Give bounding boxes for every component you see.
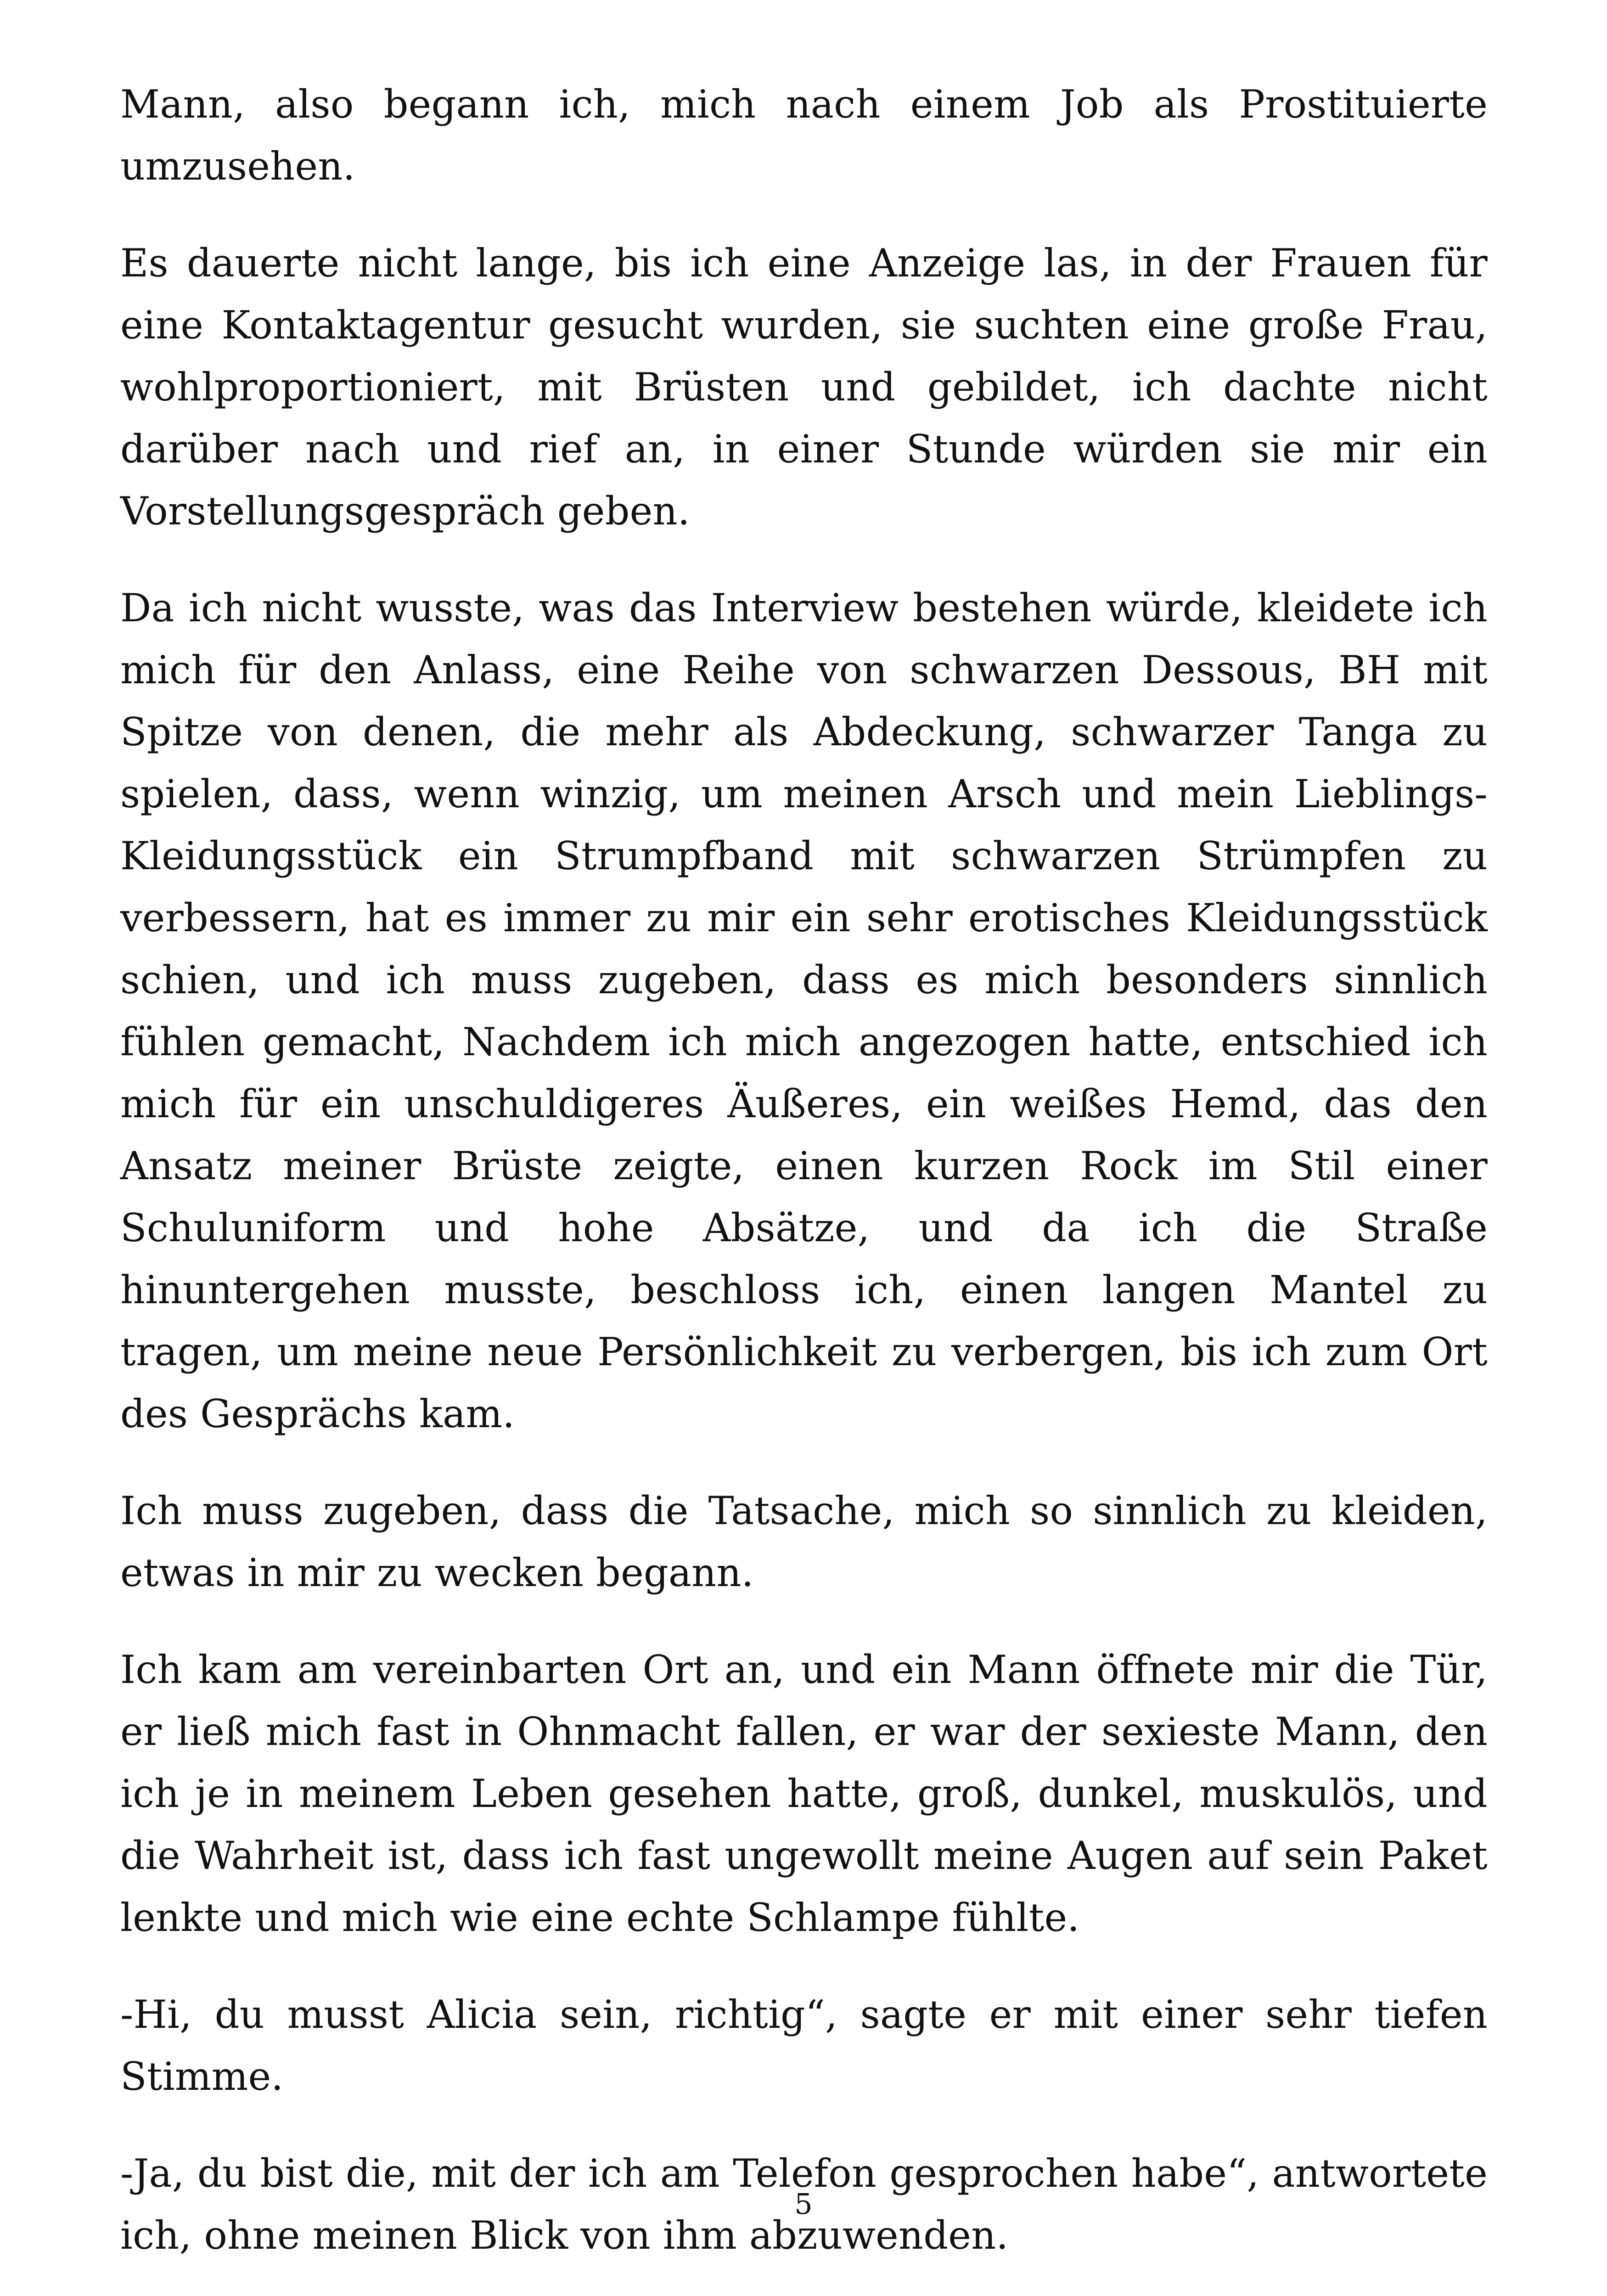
paragraph: Ich muss zugeben, dass die Tatsache, mich so sinnlich zu kleiden, etwas in mir zu wecken begann. [120, 1488, 1488, 1595]
paragraph: -Ja, du bist die, mit der ich am Telefon gesprochen habe“, antwortete ich, ohne meinen Blick von ihm abzuwenden. [120, 2151, 1488, 2258]
paragraph: Es dauerte nicht lange, bis ich eine Anzeige las, in der Frauen für eine Kontaktagentur gesucht wurden, sie suchten eine große Frau, wohlproportioniert, mit Brüsten und gebildet, ich dachte nicht darüber nach und rief an, in einer Stunde würden sie mir ein Vorstellungsgespräch geben. [120, 241, 1488, 534]
document-body [120, 73, 1488, 2296]
page-number: 5 [794, 2187, 813, 2221]
paragraph: Ich kam am vereinbarten Ort an, und ein Mann öffnete mir die Tür, er ließ mich fast in Ohnmacht fallen, er war der sexieste Mann, den ich je in meinem Leben gesehen hatte, groß, dunkel, muskulös, und die Wahrheit ist, dass ich fast ungewollt meine Augen auf sein Paket lenkte und mich wie eine echte Schlampe fühlte. [120, 1647, 1488, 1940]
paragraph: Da ich nicht wusste, was das Interview bestehen würde, kleidete ich mich für den Anlass, eine Reihe von schwarzen Dessous, BH mit Spitze von denen, die mehr als Abdeckung, schwarzer Tanga zu spielen, dass, wenn winzig, um meinen Arsch und mein Lieblings-Kleidungsstück ein Strumpfband mit schwarzen Strümpfen zu verbessern, hat es immer zu mir ein sehr erotisches Kleidungsstück schien, und ich muss zugeben, dass es mich besonders sinnlich fühlen gemacht, Nachdem ich mich angezogen hatte, entschied ich mich für ein unschuldigeres Äußeres, ein weißes Hemd, das den Ansatz meiner Brüste zeigte, einen kurzen Rock im Stil einer Schuluniform und hohe Absätze, und da ich die Straße hinuntergehen musste, beschloss ich, einen langen Mantel zu tragen, um meine neue Persönlichkeit zu verbergen, bis ich zum Ort des Gesprächs kam. [120, 585, 1488, 1436]
paragraph: -Hi, du musst Alicia sein, richtig“, sagte er mit einer sehr tiefen Stimme. [120, 1992, 1488, 2099]
paragraph: Mann, also begann ich, mich nach einem Job als Prostituierte umzusehen. [120, 82, 1488, 189]
